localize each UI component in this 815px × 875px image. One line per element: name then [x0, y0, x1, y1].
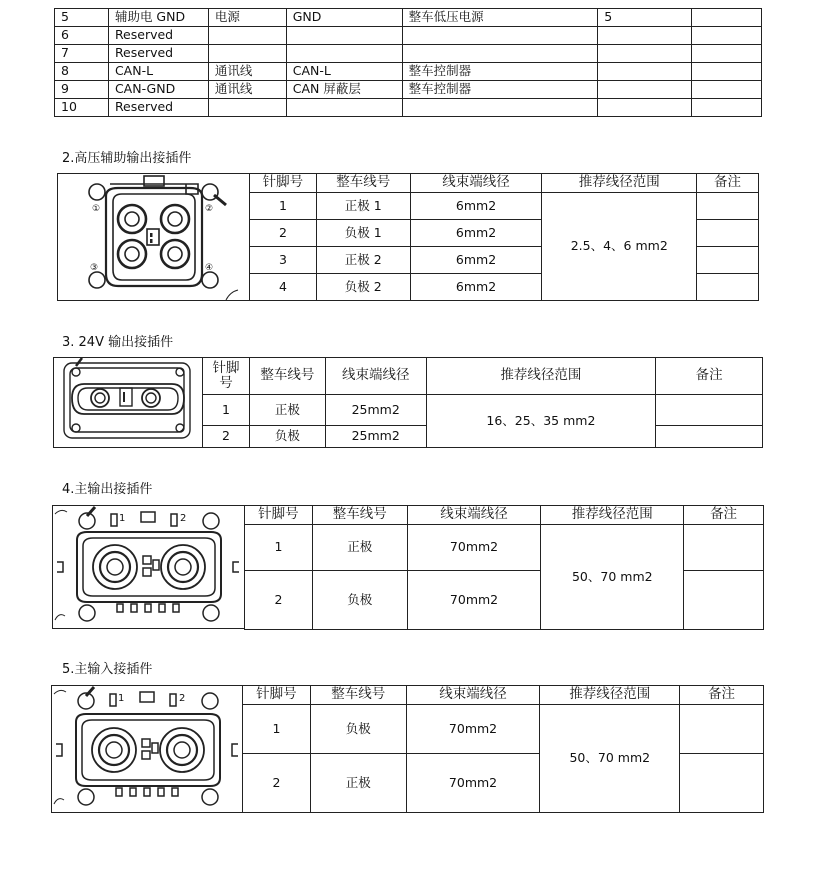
table-cell	[402, 99, 598, 117]
note-cell	[697, 220, 759, 247]
table-cell	[208, 27, 286, 45]
col-wire-no: 整车线号	[312, 506, 407, 525]
col-note: 备注	[684, 506, 764, 525]
24v-connector-drawing	[54, 358, 202, 447]
gauge-cell: 25mm2	[325, 426, 426, 448]
hv-aux-pin-table	[249, 173, 759, 301]
pin-cell: 2	[245, 571, 313, 630]
gauge-cell: 70mm2	[407, 525, 541, 571]
section-4-title: 4.主输出接插件	[62, 482, 153, 497]
table-cell: 7	[55, 45, 109, 63]
table-cell	[692, 63, 762, 81]
pin-cell: 3	[250, 247, 317, 274]
note-cell	[697, 193, 759, 220]
table-row	[55, 81, 762, 99]
table-cell	[598, 27, 692, 45]
table-cell: 5	[55, 9, 109, 27]
table-cell	[208, 99, 286, 117]
table-cell: 8	[55, 63, 109, 81]
table-cell	[692, 81, 762, 99]
table-cell: 辅助电 GND	[108, 9, 208, 27]
pin-cell: 1	[245, 525, 313, 571]
note-cell	[684, 571, 764, 630]
note-cell	[680, 753, 764, 812]
pin-cell: 2	[250, 220, 317, 247]
table-cell: 整车控制器	[402, 63, 598, 81]
section-3-title: 3. 24V 输出接插件	[62, 335, 174, 350]
table-cell	[692, 99, 762, 117]
col-range: 推荐线径范围	[540, 686, 680, 705]
table-cell	[598, 81, 692, 99]
col-pin-line-a: 针脚	[212, 360, 240, 376]
main-output-pin-table	[244, 505, 764, 630]
table-cell: 9	[55, 81, 109, 99]
gauge-cell: 6mm2	[410, 274, 542, 301]
note-cell	[684, 525, 764, 571]
col-range: 推荐线径范围	[542, 174, 697, 193]
col-pin: 针脚号	[250, 174, 317, 193]
table-cell	[598, 63, 692, 81]
table-cell: Reserved	[108, 99, 208, 117]
pin-mark-2: ②	[205, 204, 214, 214]
range-cell: 16、25、35 mm2	[426, 395, 656, 448]
hv-aux-connector-image	[57, 173, 250, 301]
table-row	[55, 9, 762, 27]
pin-mark-1: ①	[92, 204, 101, 214]
note-cell	[697, 247, 759, 274]
wire-cell: 负极	[312, 571, 407, 630]
note-cell	[656, 395, 763, 426]
wire-cell: 正极	[312, 525, 407, 571]
col-pin-line-b: 号	[219, 375, 233, 391]
col-note: 备注	[656, 358, 763, 395]
table-row	[55, 45, 762, 63]
table-cell	[402, 45, 598, 63]
wire-cell: 正极 1	[316, 193, 410, 220]
col-wire-no: 整车线号	[249, 358, 325, 395]
col-gauge: 线束端线径	[407, 506, 541, 525]
table-cell	[208, 45, 286, 63]
col-gauge: 线束端线径	[325, 358, 426, 395]
pin-cell: 2	[203, 426, 250, 448]
table-cell	[402, 27, 598, 45]
pin-cell: 4	[250, 274, 317, 301]
wire-cell: 负极 1	[316, 220, 410, 247]
main-input-connector-drawing	[52, 686, 242, 812]
note-cell	[656, 426, 763, 448]
main-output-connector-drawing	[53, 506, 244, 628]
col-wire-no: 整车线号	[310, 686, 406, 705]
table-cell: 通讯线	[208, 63, 286, 81]
col-pin	[203, 358, 250, 395]
col-wire-no: 整车线号	[316, 174, 410, 193]
table-cell	[692, 27, 762, 45]
table-cell: CAN 屏蔽层	[286, 81, 402, 99]
table-cell: Reserved	[108, 27, 208, 45]
24v-pin-table	[202, 357, 763, 448]
table-cell	[286, 45, 402, 63]
gauge-cell: 6mm2	[410, 220, 542, 247]
table-row	[55, 63, 762, 81]
table-cell: CAN-L	[286, 63, 402, 81]
col-note: 备注	[697, 174, 759, 193]
table-cell	[692, 45, 762, 63]
main-output-connector-image	[52, 505, 245, 629]
col-gauge: 线束端线径	[406, 686, 540, 705]
table-cell: CAN-GND	[108, 81, 208, 99]
table-cell: CAN-L	[108, 63, 208, 81]
section-2-title: 2.高压辅助输出接插件	[62, 151, 192, 166]
wire-cell: 负极	[310, 705, 406, 753]
col-gauge: 线束端线径	[410, 174, 542, 193]
signal-pin-table	[54, 8, 762, 117]
wire-cell: 正极	[249, 395, 325, 426]
wire-cell: 正极 2	[316, 247, 410, 274]
col-pin: 针脚号	[245, 506, 313, 525]
pin-mark-4: ④	[205, 263, 214, 273]
pin-mark-1: 1	[119, 513, 126, 524]
table-cell	[286, 99, 402, 117]
table-cell: 电源	[208, 9, 286, 27]
table-cell: 6	[55, 27, 109, 45]
range-cell: 2.5、4、6 mm2	[542, 193, 697, 301]
gauge-cell: 70mm2	[406, 753, 540, 812]
table-row	[55, 27, 762, 45]
table-cell: GND	[286, 9, 402, 27]
table-cell	[692, 9, 762, 27]
gauge-cell: 6mm2	[410, 247, 542, 274]
pin-mark-1: 1	[118, 693, 125, 704]
gauge-cell: 70mm2	[407, 571, 541, 630]
range-cell: 50、70 mm2	[541, 525, 684, 630]
table-cell	[598, 99, 692, 117]
main-input-pin-table	[242, 685, 764, 813]
table-cell: 整车低压电源	[402, 9, 598, 27]
pin-mark-3: ③	[90, 263, 99, 273]
wire-cell: 负极	[249, 426, 325, 448]
pin-cell: 1	[243, 705, 311, 753]
note-cell	[697, 274, 759, 301]
gauge-cell: 25mm2	[325, 395, 426, 426]
24v-connector-image	[53, 357, 203, 448]
table-cell: 整车控制器	[402, 81, 598, 99]
pin-cell: 1	[203, 395, 250, 426]
col-pin: 针脚号	[243, 686, 311, 705]
col-range: 推荐线径范围	[426, 358, 656, 395]
section-5-title: 5.主输入接插件	[62, 662, 153, 677]
pin-cell: 1	[250, 193, 317, 220]
table-cell	[598, 45, 692, 63]
table-cell: Reserved	[108, 45, 208, 63]
pin-mark-2: 2	[180, 513, 187, 524]
col-range: 推荐线径范围	[541, 506, 684, 525]
table-cell: 10	[55, 99, 109, 117]
note-cell	[680, 705, 764, 753]
col-note: 备注	[680, 686, 764, 705]
table-cell: 5	[598, 9, 692, 27]
range-cell: 50、70 mm2	[540, 705, 680, 813]
gauge-cell: 70mm2	[406, 705, 540, 753]
wire-cell: 负极 2	[316, 274, 410, 301]
table-row	[55, 99, 762, 117]
table-cell	[286, 27, 402, 45]
wire-cell: 正极	[310, 753, 406, 812]
main-input-connector-image	[51, 685, 243, 813]
pin-mark-2: 2	[179, 693, 186, 704]
table-cell: 通讯线	[208, 81, 286, 99]
gauge-cell: 6mm2	[410, 193, 542, 220]
hv-aux-connector-drawing	[58, 174, 249, 300]
pin-cell: 2	[243, 753, 311, 812]
